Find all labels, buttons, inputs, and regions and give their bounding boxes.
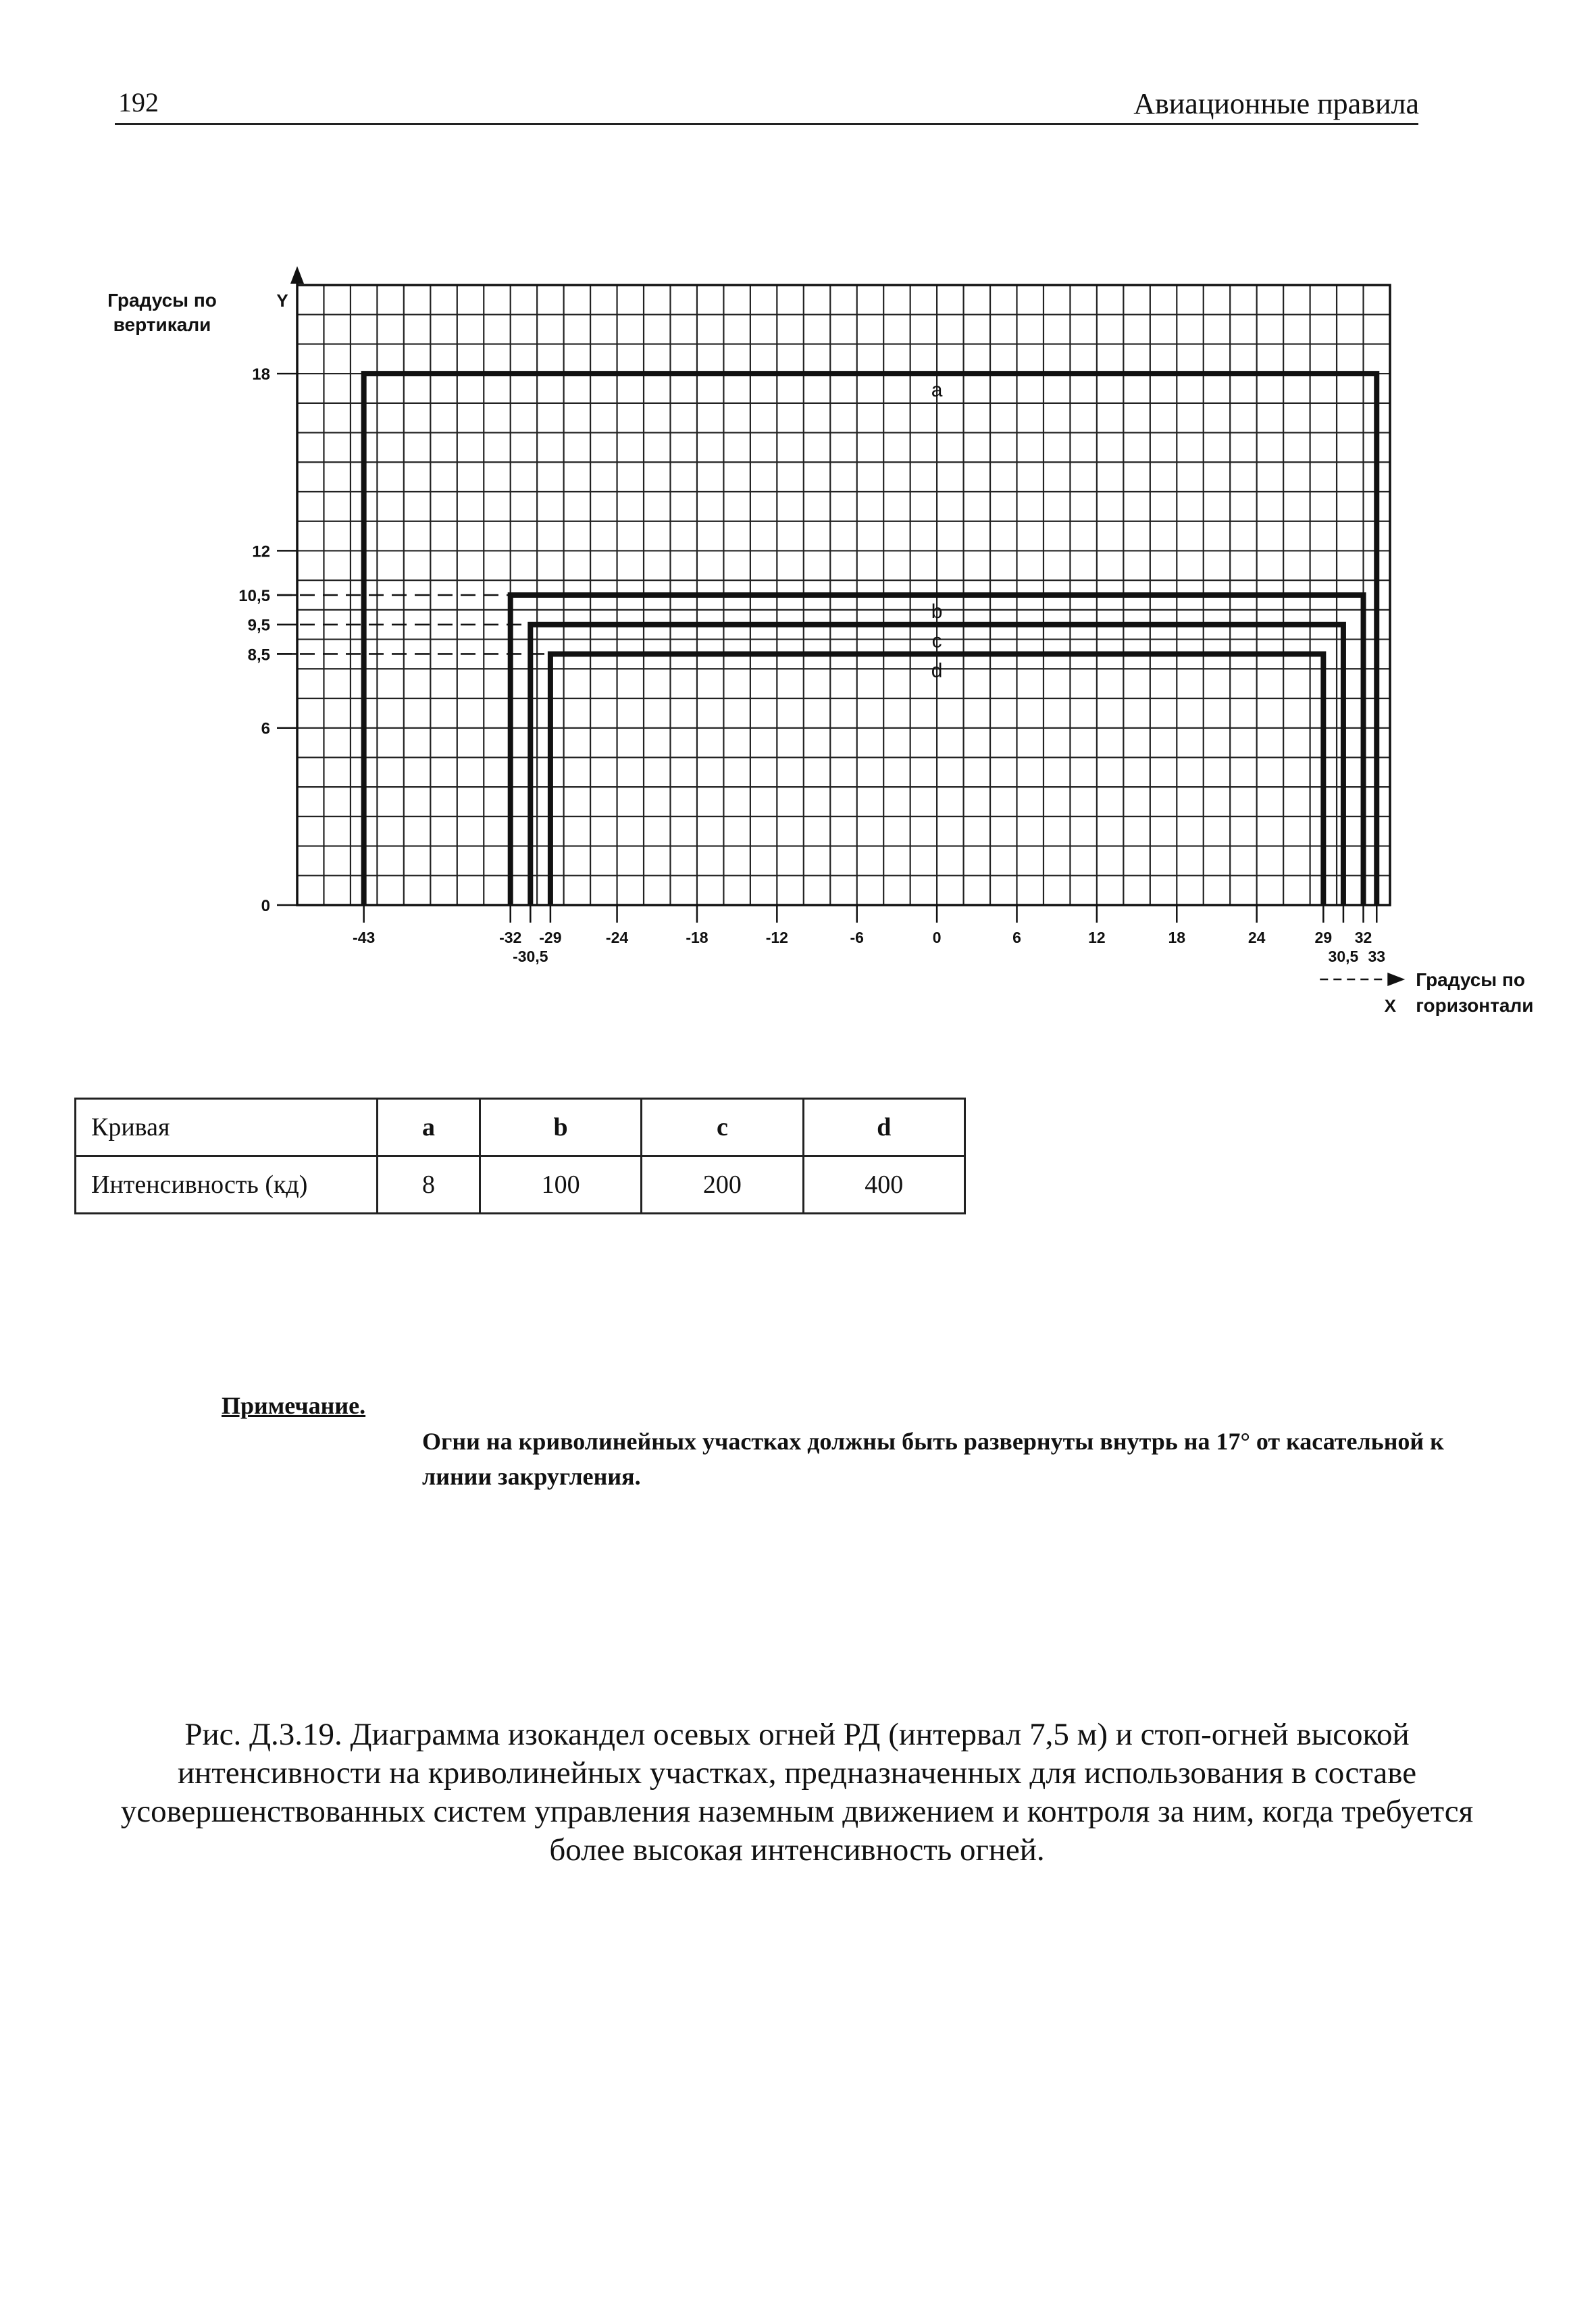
x-tick-label: -12 — [765, 929, 788, 946]
running-title: Авиационные правила — [1133, 87, 1419, 120]
x-tick-label: -6 — [850, 929, 864, 946]
y-axis-arrowhead — [290, 266, 304, 284]
x-tick-label: -18 — [686, 929, 709, 946]
x-axis-label-line2: горизонтали — [1416, 995, 1534, 1016]
x-tick-label: 24 — [1247, 929, 1266, 946]
legend-value-a: 8 — [378, 1156, 480, 1214]
x-axis-arrowhead — [1387, 973, 1405, 986]
legend-header-d: d — [803, 1099, 964, 1156]
x-tick-label: -30,5 — [513, 948, 548, 965]
note-label: Примечание. — [222, 1392, 366, 1419]
figure-caption: Рис. Д.3.19. Диаграмма изокандел осевых огней РД (интервал 7,5 м) и стоп-огней высокой интенсивности на криволинейных участках, предназначенных для использования в составе усовершенствованных систем управления наземным движением и контроля за ним, когда требуется более высокая интенсивность огней. — [120, 1717, 1474, 1868]
x-tick-label: 30,5 — [1328, 948, 1359, 965]
x-tick-label: 29 — [1314, 929, 1333, 946]
legend-value-row — [76, 1156, 965, 1214]
page-number: 192 — [118, 87, 159, 118]
x-tick-label: -24 — [605, 929, 629, 946]
y-axis-label-line2: вертикали — [113, 314, 211, 335]
x-tick-label: 18 — [1168, 929, 1186, 946]
y-tick-label: 18 — [252, 365, 270, 384]
x-axis-letter: X — [1384, 996, 1396, 1016]
legend-header-label: Кривая — [76, 1099, 378, 1156]
x-tick-label: 33 — [1368, 948, 1386, 965]
curve-label-a: a — [931, 379, 943, 402]
y-tick-label: 10,5 — [238, 587, 270, 605]
legend-value-b: 100 — [480, 1156, 641, 1214]
x-tick-label: -43 — [353, 929, 376, 946]
x-tick-label: 32 — [1354, 929, 1372, 946]
curve-label-b: b — [931, 600, 943, 623]
legend-value-label: Интенсивность (кд) — [76, 1156, 378, 1214]
x-tick-label: 12 — [1088, 929, 1106, 946]
x-tick-label: 0 — [932, 929, 942, 946]
x-tick-label: -32 — [499, 929, 522, 946]
y-tick-label: 12 — [252, 542, 270, 561]
legend-header-a: a — [378, 1099, 480, 1156]
y-axis-label-line1: Градусы по — [107, 290, 217, 311]
x-tick-label: 6 — [1012, 929, 1021, 946]
y-axis-letter: Y — [276, 290, 288, 311]
legend-header-c: c — [642, 1099, 803, 1156]
legend-value-c: 200 — [642, 1156, 803, 1214]
legend-value-d: 400 — [803, 1156, 964, 1214]
y-tick-label: 8,5 — [247, 646, 270, 665]
legend-header-b: b — [480, 1099, 641, 1156]
curve-label-c: c — [931, 629, 942, 652]
x-axis-label-line1: Градусы по — [1416, 969, 1526, 990]
note-text: Огни на криволинейных участках должны быть развернуты внутрь на 17° от касательной к линии закругления. — [422, 1428, 1444, 1490]
x-tick-label: -29 — [539, 929, 562, 946]
legend-table — [74, 1098, 966, 1214]
curve-label-d: d — [931, 659, 943, 682]
y-tick-label: 9,5 — [247, 616, 270, 635]
y-tick-label: 6 — [261, 719, 270, 738]
legend-header-row — [76, 1099, 965, 1156]
isocandela-chart — [0, 0, 1596, 1054]
y-tick-label: 0 — [261, 897, 270, 915]
